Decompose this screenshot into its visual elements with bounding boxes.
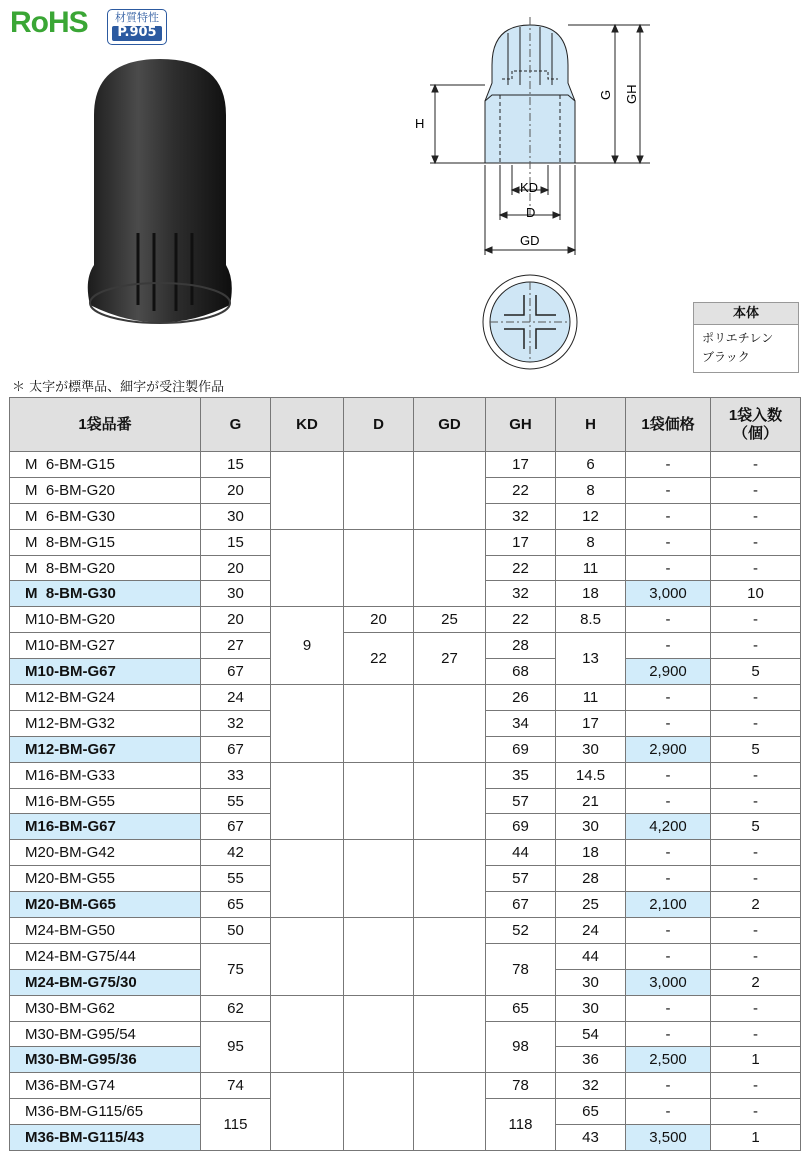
- part-number-cell: M36-BM-G115/65: [10, 1099, 201, 1125]
- price-cell: 2,900: [626, 736, 711, 762]
- qty-cell: 1: [711, 1047, 801, 1073]
- qty-cell: -: [711, 840, 801, 866]
- gh-cell: 22: [486, 477, 556, 503]
- part-number-cell: M30-BM-G95/36: [10, 1047, 201, 1073]
- part-number-cell: M24-BM-G50: [10, 918, 201, 944]
- gd-cell: [414, 452, 486, 530]
- qty-cell: -: [711, 1099, 801, 1125]
- gh-cell: 22: [486, 555, 556, 581]
- part-number-cell: M 8-BM-G15: [10, 529, 201, 555]
- part-number-cell: M16-BM-G67: [10, 814, 201, 840]
- h-cell: 8: [556, 477, 626, 503]
- h-cell: 43: [556, 1125, 626, 1151]
- d-cell: [344, 918, 414, 996]
- part-number-cell: M 8-BM-G30: [10, 581, 201, 607]
- h-cell: 18: [556, 581, 626, 607]
- price-cell: -: [626, 503, 711, 529]
- gd-cell: 25: [414, 607, 486, 633]
- kd-cell: [271, 918, 344, 996]
- price-cell: 2,500: [626, 1047, 711, 1073]
- d-cell: [344, 995, 414, 1073]
- d-cell: [344, 452, 414, 530]
- g-cell: 65: [201, 892, 271, 918]
- table-row: [10, 607, 801, 633]
- price-cell: -: [626, 943, 711, 969]
- material-spec-badge[interactable]: [107, 9, 167, 45]
- gh-cell: 69: [486, 814, 556, 840]
- qty-cell: -: [711, 943, 801, 969]
- table-row: [10, 995, 801, 1021]
- gh-cell: 22: [486, 607, 556, 633]
- table-header-cell: GD: [414, 398, 486, 452]
- g-cell: 20: [201, 477, 271, 503]
- price-cell: -: [626, 840, 711, 866]
- price-cell: -: [626, 918, 711, 944]
- h-cell: 12: [556, 503, 626, 529]
- h-cell: 30: [556, 969, 626, 995]
- rohs-logo: RoHS: [10, 6, 88, 39]
- kd-cell: [271, 685, 344, 763]
- price-cell: -: [626, 710, 711, 736]
- dim-label-d: D: [526, 205, 536, 220]
- gh-cell: 67: [486, 892, 556, 918]
- material-legend-line: ポリエチレン: [702, 331, 774, 345]
- gd-cell: [414, 840, 486, 918]
- g-cell: 67: [201, 814, 271, 840]
- g-cell: 32: [201, 710, 271, 736]
- dim-label-g: G: [598, 89, 613, 100]
- material-spec-page: P.905: [112, 26, 162, 41]
- d-cell: [344, 840, 414, 918]
- part-number-cell: M20-BM-G55: [10, 866, 201, 892]
- qty-cell: -: [711, 918, 801, 944]
- g-cell: 75: [201, 943, 271, 995]
- g-cell: 20: [201, 607, 271, 633]
- g-cell: 33: [201, 762, 271, 788]
- d-cell: 20: [344, 607, 414, 633]
- gd-cell: [414, 1073, 486, 1151]
- price-cell: -: [626, 477, 711, 503]
- gd-cell: [414, 995, 486, 1073]
- price-cell: -: [626, 866, 711, 892]
- part-number-cell: M12-BM-G67: [10, 736, 201, 762]
- gd-cell: [414, 762, 486, 840]
- g-cell: 55: [201, 788, 271, 814]
- gh-cell: 44: [486, 840, 556, 866]
- gh-cell: 68: [486, 659, 556, 685]
- table-header-row: [10, 398, 801, 452]
- dim-label-gd: GD: [520, 233, 540, 248]
- d-cell: [344, 685, 414, 763]
- g-cell: 62: [201, 995, 271, 1021]
- h-cell: 14.5: [556, 762, 626, 788]
- qty-cell: -: [711, 477, 801, 503]
- g-cell: 95: [201, 1021, 271, 1073]
- g-cell: 24: [201, 685, 271, 711]
- h-cell: 28: [556, 866, 626, 892]
- qty-cell: -: [711, 503, 801, 529]
- h-cell: 13: [556, 633, 626, 685]
- h-cell: 6: [556, 452, 626, 478]
- material-spec-label: 材質特性: [115, 11, 159, 24]
- table-row: [10, 840, 801, 866]
- qty-cell: -: [711, 529, 801, 555]
- g-cell: 20: [201, 555, 271, 581]
- gh-cell: 118: [486, 1099, 556, 1151]
- part-number-cell: M10-BM-G67: [10, 659, 201, 685]
- table-header-cell: 1袋品番: [10, 398, 201, 452]
- gh-cell: 17: [486, 529, 556, 555]
- table-header-cell: D: [344, 398, 414, 452]
- price-cell: -: [626, 762, 711, 788]
- part-number-cell: M 8-BM-G20: [10, 555, 201, 581]
- spec-table: [9, 397, 801, 1151]
- h-cell: 8.5: [556, 607, 626, 633]
- kd-cell: 9: [271, 607, 344, 685]
- d-cell: 22: [344, 633, 414, 685]
- gh-cell: 28: [486, 633, 556, 659]
- part-number-cell: M24-BM-G75/30: [10, 969, 201, 995]
- g-cell: 15: [201, 529, 271, 555]
- h-cell: 25: [556, 892, 626, 918]
- qty-cell: 2: [711, 892, 801, 918]
- table-header-cell: H: [556, 398, 626, 452]
- gh-cell: 52: [486, 918, 556, 944]
- table-row: [10, 918, 801, 944]
- part-number-cell: M 6-BM-G20: [10, 477, 201, 503]
- product-photo: [80, 55, 240, 345]
- price-cell: 2,900: [626, 659, 711, 685]
- qty-cell: -: [711, 555, 801, 581]
- price-cell: -: [626, 555, 711, 581]
- gh-cell: 57: [486, 788, 556, 814]
- price-cell: -: [626, 452, 711, 478]
- qty-cell: -: [711, 452, 801, 478]
- table-header-cell: KD: [271, 398, 344, 452]
- price-cell: -: [626, 529, 711, 555]
- gd-cell: [414, 918, 486, 996]
- g-cell: 15: [201, 452, 271, 478]
- kd-cell: [271, 762, 344, 840]
- g-cell: 50: [201, 918, 271, 944]
- qty-cell: -: [711, 995, 801, 1021]
- gh-cell: 26: [486, 685, 556, 711]
- h-cell: 30: [556, 995, 626, 1021]
- part-number-cell: M16-BM-G33: [10, 762, 201, 788]
- price-cell: -: [626, 685, 711, 711]
- table-row: [10, 529, 801, 555]
- gh-cell: 57: [486, 866, 556, 892]
- gd-cell: [414, 529, 486, 607]
- part-number-cell: M10-BM-G27: [10, 633, 201, 659]
- price-cell: -: [626, 1099, 711, 1125]
- h-cell: 30: [556, 736, 626, 762]
- table-header-cell: 1袋入数 （個）: [711, 398, 801, 452]
- h-cell: 36: [556, 1047, 626, 1073]
- h-cell: 8: [556, 529, 626, 555]
- kd-cell: [271, 840, 344, 918]
- price-cell: -: [626, 1021, 711, 1047]
- dim-label-h: H: [415, 116, 425, 131]
- table-header-cell: G: [201, 398, 271, 452]
- gh-cell: 65: [486, 995, 556, 1021]
- qty-cell: 5: [711, 659, 801, 685]
- table-row: [10, 633, 801, 659]
- g-cell: 55: [201, 866, 271, 892]
- table-row: [10, 762, 801, 788]
- g-cell: 115: [201, 1099, 271, 1151]
- qty-cell: -: [711, 788, 801, 814]
- g-cell: 42: [201, 840, 271, 866]
- price-cell: 3,000: [626, 581, 711, 607]
- h-cell: 54: [556, 1021, 626, 1047]
- qty-cell: -: [711, 762, 801, 788]
- h-cell: 24: [556, 918, 626, 944]
- gh-cell: 78: [486, 1073, 556, 1099]
- gh-cell: 34: [486, 710, 556, 736]
- qty-cell: 5: [711, 736, 801, 762]
- table-row: [10, 452, 801, 478]
- part-number-cell: M16-BM-G55: [10, 788, 201, 814]
- part-number-cell: M36-BM-G115/43: [10, 1125, 201, 1151]
- part-number-cell: M30-BM-G62: [10, 995, 201, 1021]
- gh-cell: 32: [486, 581, 556, 607]
- h-cell: 18: [556, 840, 626, 866]
- standard-note: ＊ 太字が標準品、細字が受注製作品: [12, 380, 225, 395]
- g-cell: 30: [201, 503, 271, 529]
- h-cell: 17: [556, 710, 626, 736]
- material-legend-line: ブラック: [702, 350, 750, 364]
- kd-cell: [271, 452, 344, 530]
- qty-cell: -: [711, 866, 801, 892]
- dimension-drawing: [400, 15, 680, 375]
- price-cell: 3,500: [626, 1125, 711, 1151]
- gh-cell: 32: [486, 503, 556, 529]
- material-legend-title: 本体: [694, 303, 798, 325]
- gh-cell: 69: [486, 736, 556, 762]
- dim-label-gh: GH: [624, 84, 639, 104]
- g-cell: 67: [201, 736, 271, 762]
- price-cell: 4,200: [626, 814, 711, 840]
- dim-label-kd: KD: [520, 180, 539, 195]
- part-number-cell: M 6-BM-G30: [10, 503, 201, 529]
- part-number-cell: M20-BM-G65: [10, 892, 201, 918]
- h-cell: 11: [556, 685, 626, 711]
- qty-cell: -: [711, 1021, 801, 1047]
- g-cell: 74: [201, 1073, 271, 1099]
- d-cell: [344, 762, 414, 840]
- part-number-cell: M12-BM-G32: [10, 710, 201, 736]
- qty-cell: -: [711, 633, 801, 659]
- table-header-cell: GH: [486, 398, 556, 452]
- h-cell: 32: [556, 1073, 626, 1099]
- part-number-cell: M24-BM-G75/44: [10, 943, 201, 969]
- table-row: [10, 1073, 801, 1099]
- gd-cell: 27: [414, 633, 486, 685]
- part-number-cell: M20-BM-G42: [10, 840, 201, 866]
- qty-cell: -: [711, 1073, 801, 1099]
- part-number-cell: M 6-BM-G15: [10, 452, 201, 478]
- price-cell: -: [626, 1073, 711, 1099]
- h-cell: 21: [556, 788, 626, 814]
- table-row: [10, 685, 801, 711]
- part-number-cell: M36-BM-G74: [10, 1073, 201, 1099]
- qty-cell: 10: [711, 581, 801, 607]
- part-number-cell: M10-BM-G20: [10, 607, 201, 633]
- gh-cell: 78: [486, 943, 556, 995]
- price-cell: -: [626, 788, 711, 814]
- g-cell: 67: [201, 659, 271, 685]
- price-cell: -: [626, 633, 711, 659]
- qty-cell: 5: [711, 814, 801, 840]
- gh-cell: 17: [486, 452, 556, 478]
- d-cell: [344, 529, 414, 607]
- part-number-cell: M30-BM-G95/54: [10, 1021, 201, 1047]
- price-cell: -: [626, 995, 711, 1021]
- gh-cell: 98: [486, 1021, 556, 1073]
- price-cell: 2,100: [626, 892, 711, 918]
- kd-cell: [271, 529, 344, 607]
- qty-cell: 2: [711, 969, 801, 995]
- d-cell: [344, 1073, 414, 1151]
- h-cell: 44: [556, 943, 626, 969]
- gh-cell: 35: [486, 762, 556, 788]
- qty-cell: 1: [711, 1125, 801, 1151]
- g-cell: 27: [201, 633, 271, 659]
- part-number-cell: M12-BM-G24: [10, 685, 201, 711]
- h-cell: 65: [556, 1099, 626, 1125]
- material-legend: [693, 302, 799, 373]
- kd-cell: [271, 1073, 344, 1151]
- kd-cell: [271, 995, 344, 1073]
- qty-cell: -: [711, 685, 801, 711]
- qty-cell: -: [711, 710, 801, 736]
- gd-cell: [414, 685, 486, 763]
- h-cell: 11: [556, 555, 626, 581]
- price-cell: 3,000: [626, 969, 711, 995]
- table-header-cell: 1袋価格: [626, 398, 711, 452]
- price-cell: -: [626, 607, 711, 633]
- h-cell: 30: [556, 814, 626, 840]
- qty-cell: -: [711, 607, 801, 633]
- g-cell: 30: [201, 581, 271, 607]
